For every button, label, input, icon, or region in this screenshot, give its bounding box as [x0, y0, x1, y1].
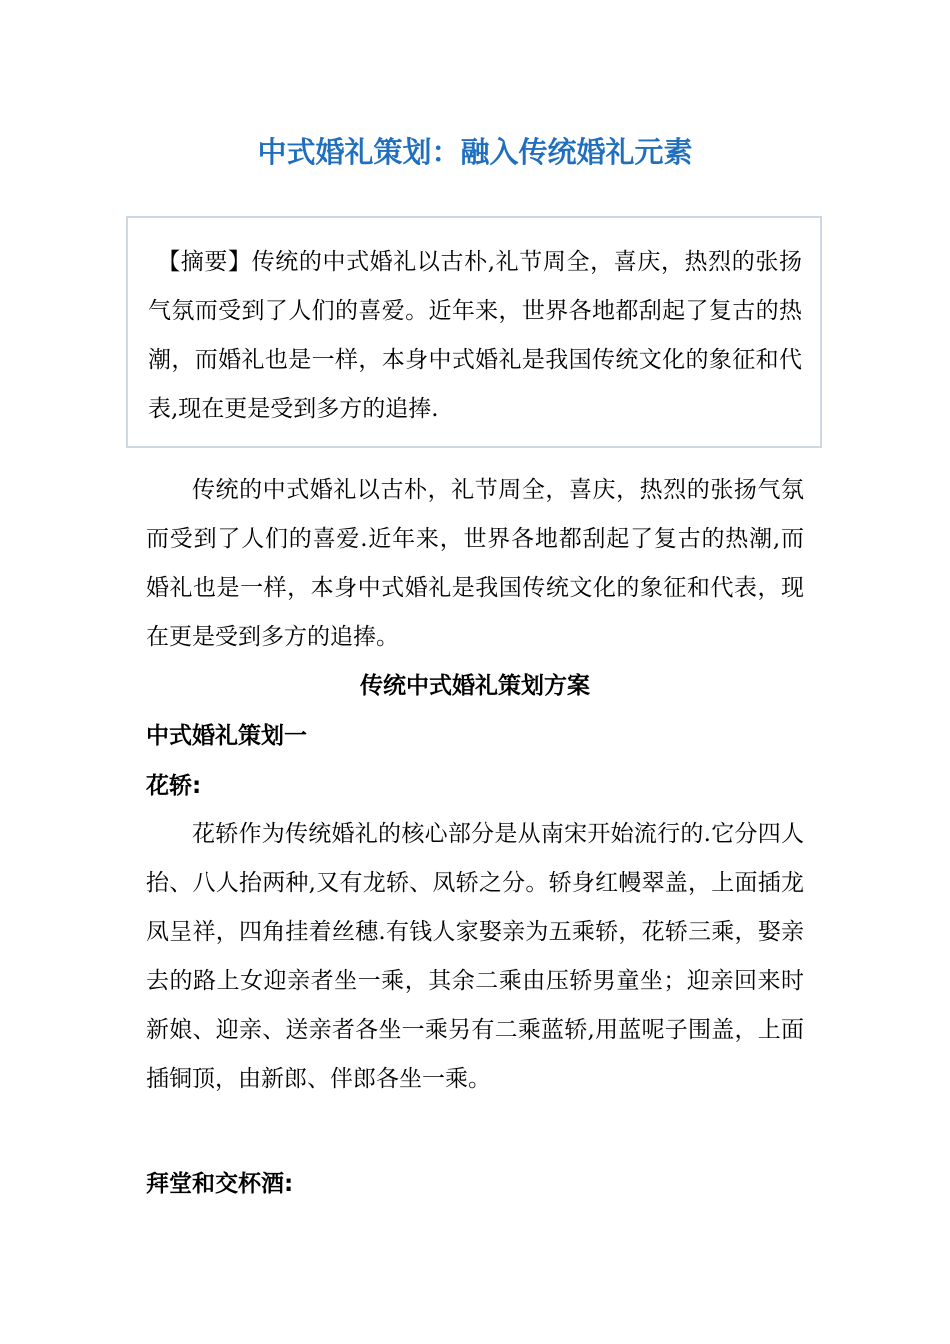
sedan-paragraph: 花轿作为传统婚礼的核心部分是从南宋开始流行的.它分四人抬、八人抬两种,又有龙轿、凤轿之分。轿身红幔翠盖，上面插龙凤呈祥，四角挂着丝穗.有钱人家娶亲为五乘轿，花轿三乘，娶亲去的路上女迎亲者坐一乘，其余二乘由压轿男童坐；迎亲回来时新娘、迎亲、送亲者各坐一乘另有二乘蓝轿,用蓝呢子围盖，上面插铜顶，由新郎、伴郎各坐一乘。	[146, 821, 804, 1092]
document-title: 中式婚礼策划：融入传统婚礼元素	[257, 135, 693, 169]
intro-paragraph: 传统的中式婚礼以古朴，礼节周全，喜庆，热烈的张扬气氛而受到了人们的喜爱.近年来，世界各地都刮起了复古的热潮,而婚礼也是一样，本身中式婚礼是我国传统文化的象征和代表，现在更是受到多方的追捧。	[146, 477, 804, 650]
section-title: 传统中式婚礼策划方案	[360, 673, 590, 699]
abstract-text: 【摘要】传统的中式婚礼以古朴,礼节周全，喜庆，热烈的张扬气氛而受到了人们的喜爱。近年来，世界各地都刮起了复古的热潮，而婚礼也是一样，本身中式婚礼是我国传统文化的象征和代表,现在更是受到多方的追捧.	[148, 249, 802, 422]
ceremony-heading: 拜堂和交杯酒:	[146, 1171, 294, 1197]
plan-heading: 中式婚礼策划一	[146, 723, 307, 749]
sedan-heading: 花轿:	[146, 773, 202, 799]
abstract-box	[126, 216, 822, 448]
